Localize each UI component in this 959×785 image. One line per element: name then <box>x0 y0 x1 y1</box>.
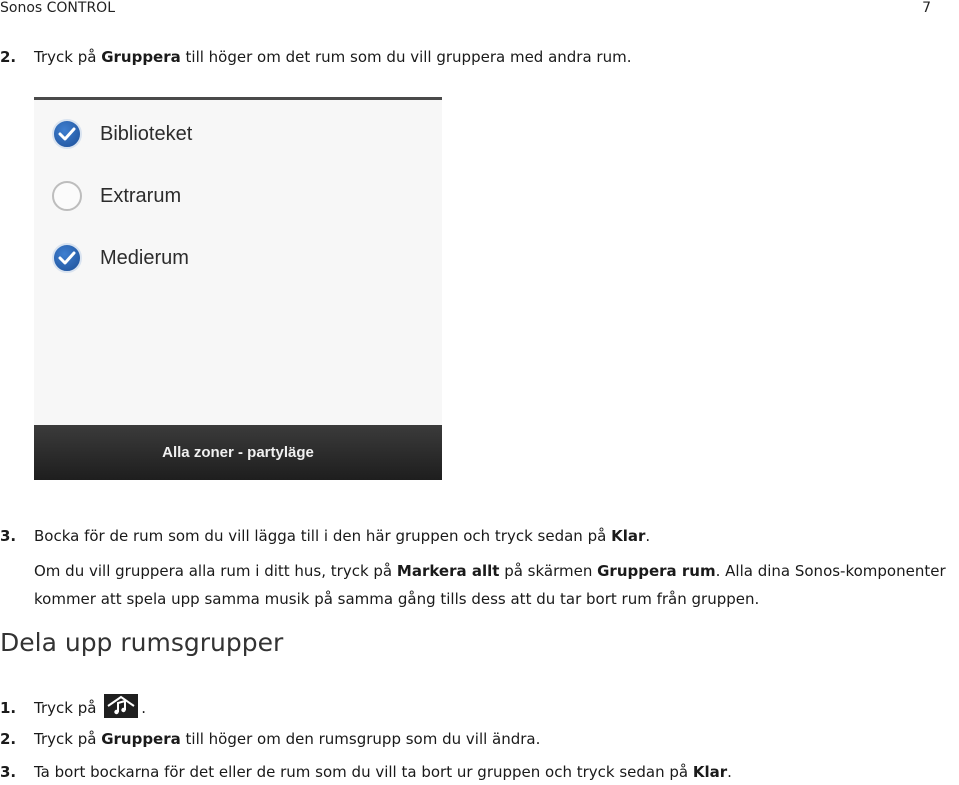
group-all-paragraph <box>34 557 959 613</box>
step-text: . <box>645 527 651 545</box>
room-row-biblioteket[interactable] <box>52 116 192 152</box>
checkmark-icon[interactable] <box>52 243 82 273</box>
para-text: på skärmen <box>499 562 598 580</box>
room-label: Extrarum <box>100 184 182 207</box>
step-text: Ta bort bockarna för det eller de rum som du vill ta bort ur gruppen och tryck sedan på <box>34 763 693 781</box>
step-number: 3. <box>0 527 17 545</box>
step-bold-term: Klar <box>692 763 728 781</box>
step-text: Bocka för de rum som du vill lägga till i den här gruppen och tryck sedan på <box>34 527 612 545</box>
header-title: Sonos CONTROL <box>0 0 116 16</box>
step-2-bottom <box>0 729 540 749</box>
para-text: . Alla dina Sonos-komponenter kommer att spela upp samma musik på samma gång tills dess att du tar bort rum från gruppen. <box>34 562 946 608</box>
group-rooms-screen <box>34 97 442 480</box>
room-row-medierum[interactable] <box>52 240 189 276</box>
checkmark-icon[interactable] <box>52 119 82 149</box>
all-zones-party-button[interactable]: Alla zoner - partyläge <box>34 425 442 480</box>
para-text: Om du vill gruppera alla rum i ditt hus, tryck på <box>34 562 397 580</box>
room-label: Biblioteket <box>100 122 193 145</box>
step-3-bottom <box>0 762 732 782</box>
step-text: . <box>141 699 146 717</box>
step-bold-term: Klar <box>611 527 646 545</box>
room-row-extrarum[interactable] <box>52 178 181 214</box>
step-2-top <box>0 47 632 67</box>
step-3 <box>0 526 650 546</box>
step-bold-term: Gruppera <box>101 730 181 748</box>
para-bold-term: Markera allt <box>396 562 500 580</box>
step-text: till höger om det rum som du vill gruppera med andra rum. <box>180 48 632 66</box>
step-number: 1. <box>0 699 17 717</box>
para-bold-term: Gruppera rum <box>597 562 716 580</box>
step-text: . <box>727 763 732 781</box>
step-bold-term: Gruppera <box>101 48 181 66</box>
step-number: 2. <box>0 48 17 66</box>
room-label: Medierum <box>100 246 189 269</box>
section-heading: Dela upp rumsgrupper <box>0 628 284 657</box>
step-text: Tryck på <box>34 48 102 66</box>
step-number: 2. <box>0 730 17 748</box>
step-text: Tryck på <box>34 699 102 717</box>
step-text: till höger om den rumsgrupp som du vill ändra. <box>180 730 541 748</box>
rooms-music-icon <box>104 694 138 718</box>
empty-circle-icon[interactable] <box>52 181 82 211</box>
step-text: Tryck på <box>34 730 102 748</box>
page-number: 7 <box>922 0 931 16</box>
step-1-bottom <box>0 694 146 718</box>
step-number: 3. <box>0 763 17 781</box>
